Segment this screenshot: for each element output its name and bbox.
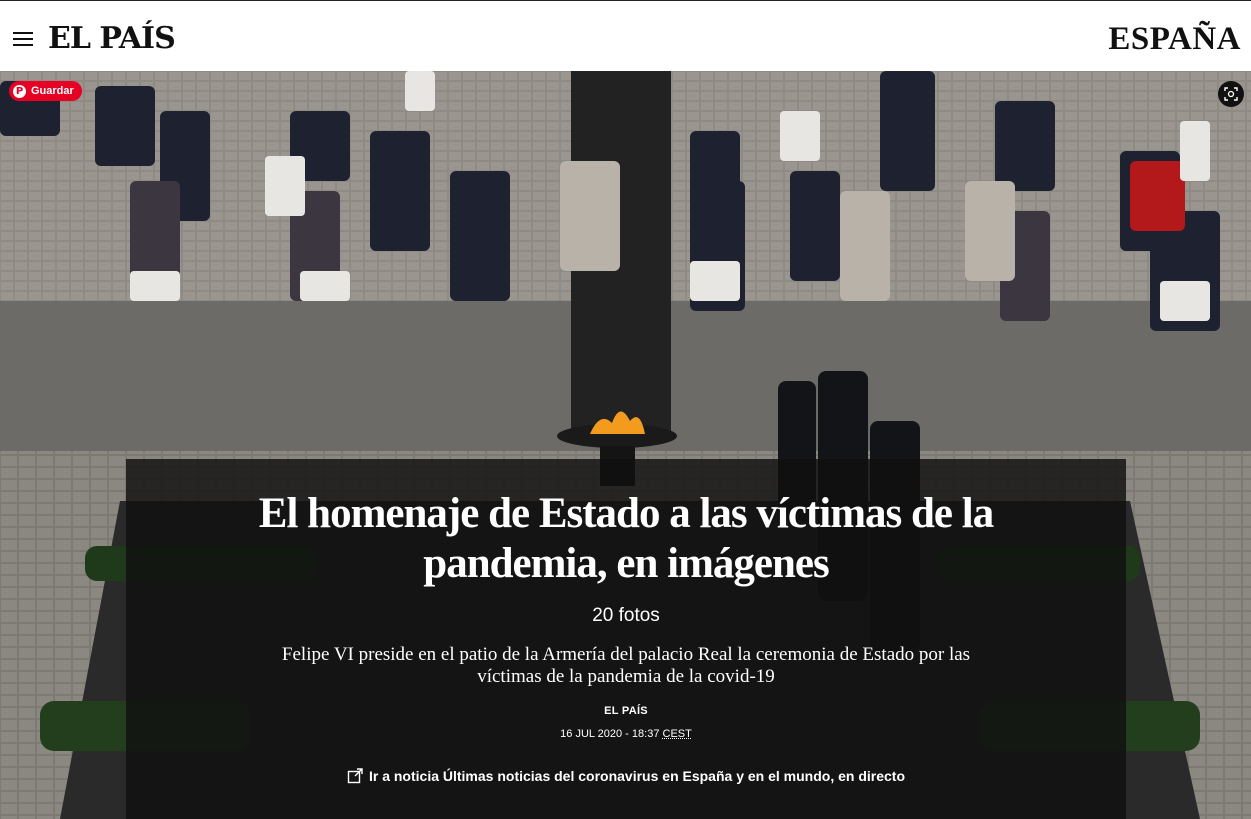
- pinterest-icon: P: [13, 85, 26, 98]
- save-label: Guardar: [31, 85, 74, 97]
- zoom-icon[interactable]: [1218, 81, 1244, 107]
- publish-date-text: 16 JUL 2020 - 18:37: [560, 728, 660, 740]
- article-headline: El homenaje de Estado a las víctimas de la pandemia, en imágenes: [258, 490, 994, 587]
- gallery-caption-overlay: [126, 459, 1126, 819]
- publish-date: [126, 728, 1126, 740]
- pinterest-save-button[interactable]: [9, 81, 82, 101]
- menu-icon[interactable]: [13, 32, 33, 48]
- section-title[interactable]: ESPAÑA: [1108, 21, 1241, 57]
- site-logo[interactable]: EL PAÍS: [48, 21, 175, 56]
- article-author[interactable]: EL PAÍS: [604, 705, 648, 717]
- related-news-text: Ir a noticia Últimas noticias del coronavirus en España y en el mundo, en directo: [368, 768, 906, 784]
- external-link-icon: [347, 768, 363, 784]
- article-subtitle: Felipe VI preside en el patio de la Armería del palacio Real la ceremonia de Estado por las víctimas de la pandemia de la covid-19: [281, 644, 971, 687]
- timezone-label[interactable]: CEST: [662, 728, 692, 740]
- top-navigation-bar: [0, 0, 1251, 71]
- photo-count: 20 fotos: [592, 605, 660, 626]
- related-news-link[interactable]: [126, 768, 1126, 784]
